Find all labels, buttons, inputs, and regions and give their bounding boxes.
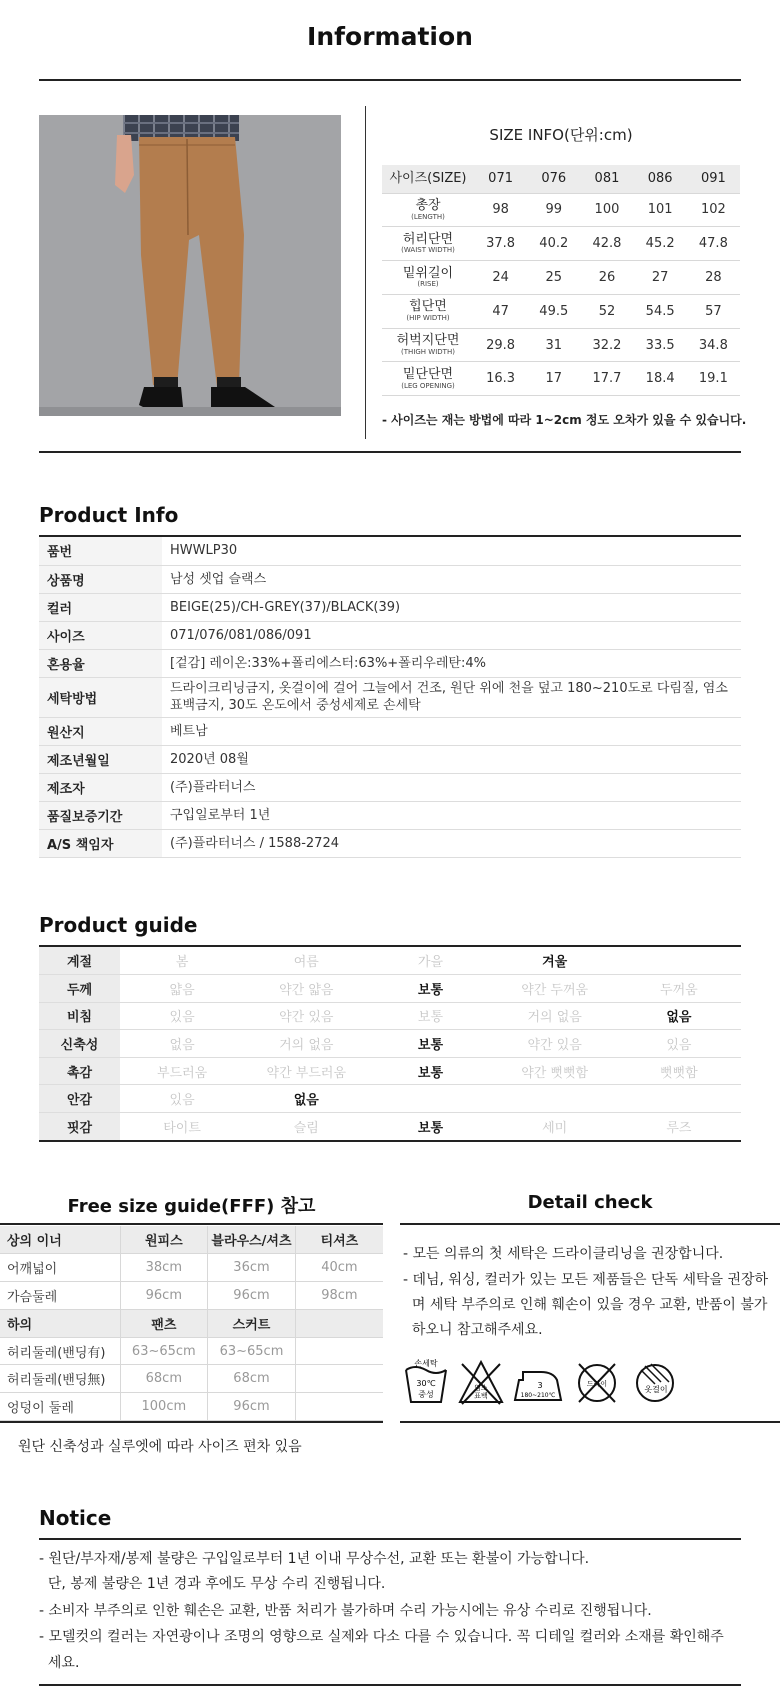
- notice-line: - 모델컷의 컬러는 자연광이나 조명의 영향으로 실제와 다소 다를 수 있습니다. 꼭 디테일 컬러와 소재를 확인해주: [39, 1629, 724, 1645]
- size-row: [382, 294, 740, 328]
- svg-text:염소: 염소: [474, 1384, 488, 1392]
- no-bleach-icon: [460, 1362, 502, 1404]
- info-value: 드라이크리닝금지, 옷걸이에 걸어 그늘에서 건조, 원단 위에 천을 덮고 180~210도로 다림질, 염소 표백금지, 30도 온도에서 중성세제로 손세탁: [162, 677, 741, 717]
- hand-wash-detergent: 중성: [418, 1390, 434, 1399]
- guide-key: 안감: [39, 1085, 120, 1113]
- free-size-guide-title: Free size guide(FFF) 참고: [67, 1196, 316, 1217]
- size-row-subname: (WAIST WIDTH): [401, 246, 455, 255]
- free-size-cell: 원피스: [120, 1226, 208, 1254]
- free-size-table: [0, 1226, 383, 1421]
- free-size-cell: 티셔츠: [295, 1226, 383, 1254]
- size-row-label: [382, 328, 474, 362]
- free-size-cell: [295, 1337, 383, 1365]
- info-value: 2020년 08월: [162, 745, 741, 773]
- info-key: 제조년월일: [39, 745, 162, 773]
- product-guide-table: [39, 947, 741, 1141]
- iron-level: 3: [537, 1381, 543, 1390]
- guide-option: 거의 없음: [244, 1030, 368, 1058]
- size-cell: 42.8: [580, 227, 633, 261]
- info-row: [39, 565, 741, 593]
- free-size-cell: [295, 1309, 383, 1337]
- detail-line: - 모든 의류의 첫 세탁은 드라이클리닝을 권장합니다.: [403, 1246, 724, 1262]
- free-size-cell: 96cm: [208, 1393, 296, 1421]
- guide-option-selected: 보통: [368, 975, 492, 1003]
- info-row: [39, 537, 741, 565]
- info-key: 세탁방법: [39, 677, 162, 717]
- guide-row: [39, 1057, 741, 1085]
- info-row: [39, 717, 741, 745]
- size-row-label: [382, 362, 474, 396]
- info-row: [39, 621, 741, 649]
- product-photo: [39, 115, 341, 416]
- notice-line: 세요.: [39, 1655, 80, 1671]
- size-cell: 25: [527, 261, 580, 295]
- info-row: [39, 829, 741, 857]
- free-size-cell: 98cm: [295, 1282, 383, 1310]
- free-size-header-row: [0, 1309, 383, 1337]
- no-dry-clean-icon: [579, 1364, 615, 1402]
- free-size-row: [0, 1282, 383, 1310]
- info-key: 상품명: [39, 565, 162, 593]
- size-header-cell: 071: [474, 165, 527, 193]
- vertical-divider: [365, 106, 366, 439]
- free-size-cell: 36cm: [208, 1254, 296, 1282]
- info-value: HWWLP30: [162, 537, 741, 565]
- size-row-subname: (THIGH WIDTH): [401, 347, 455, 356]
- guide-option: 두꺼움: [617, 975, 741, 1003]
- free-size-header-row: [0, 1226, 383, 1254]
- guide-option: [493, 1085, 617, 1113]
- guide-option: 있음: [120, 1002, 244, 1030]
- info-row: [39, 745, 741, 773]
- divider: [39, 1140, 741, 1142]
- size-cell: 19.1: [687, 362, 740, 396]
- free-size-row: [0, 1365, 383, 1393]
- size-cell: 17: [527, 362, 580, 396]
- notice-line: 단, 봉제 불량은 1년 경과 후에도 무상 수리 진행됩니다.: [39, 1576, 386, 1592]
- guide-option: 약간 있음: [493, 1030, 617, 1058]
- info-key: 품질보증기간: [39, 801, 162, 829]
- size-header-label: 사이즈(SIZE): [382, 165, 474, 193]
- size-row-name: 힙단면: [409, 299, 447, 315]
- free-size-cell: [295, 1365, 383, 1393]
- free-size-cell: 40cm: [295, 1254, 383, 1282]
- info-key: 원산지: [39, 717, 162, 745]
- guide-option: 얇음: [120, 975, 244, 1003]
- free-size-cell: [295, 1393, 383, 1421]
- divider: [39, 1538, 741, 1540]
- size-cell: 27: [634, 261, 687, 295]
- size-row-label: [382, 261, 474, 295]
- size-cell: 45.2: [634, 227, 687, 261]
- guide-option: 가을: [368, 947, 492, 975]
- size-cell: 37.8: [474, 227, 527, 261]
- size-cell: 52: [580, 294, 633, 328]
- guide-row: [39, 1002, 741, 1030]
- iron-icon: [515, 1372, 561, 1400]
- free-size-row: [0, 1337, 383, 1365]
- free-size-cell: 허리둘레(밴딩有): [0, 1337, 120, 1365]
- iron-temp: 180~210℃: [520, 1392, 556, 1399]
- detail-line: 며 세탁 부주의로 인해 훼손이 있을 경우 교환, 반품이 불가: [403, 1297, 768, 1313]
- guide-option: [617, 947, 741, 975]
- guide-key: 비침: [39, 1002, 120, 1030]
- info-key: 혼용율: [39, 649, 162, 677]
- guide-key: 두께: [39, 975, 120, 1003]
- size-row-label: [382, 193, 474, 227]
- guide-key: 계절: [39, 947, 120, 975]
- size-row: [382, 193, 740, 227]
- guide-option-selected: 없음: [617, 1002, 741, 1030]
- size-cell: 28: [687, 261, 740, 295]
- size-cell: 101: [634, 193, 687, 227]
- info-value: (주)플라터너스: [162, 773, 741, 801]
- free-size-cell: 상의 이너: [0, 1226, 120, 1254]
- guide-key: 촉감: [39, 1057, 120, 1085]
- size-cell: 98: [474, 193, 527, 227]
- size-row-name: 밑단단면: [402, 366, 454, 382]
- size-cell: 16.3: [474, 362, 527, 396]
- size-header-cell: 091: [687, 165, 740, 193]
- guide-option: 약간 부드러움: [244, 1057, 368, 1085]
- size-note: - 사이즈는 재는 방법에 따라 1~2cm 정도 오차가 있을 수 있습니다.: [382, 413, 747, 427]
- size-row-subname: (LENGTH): [411, 212, 445, 221]
- size-info-title: SIZE INFO(단위:cm): [489, 126, 633, 144]
- info-key: A/S 책임자: [39, 829, 162, 857]
- size-table: [382, 165, 740, 396]
- detail-check-title: Detail check: [527, 1192, 653, 1213]
- free-size-cell: 스커트: [208, 1309, 296, 1337]
- product-guide-title: Product guide: [39, 913, 198, 937]
- size-cell: 18.4: [634, 362, 687, 396]
- size-cell: 40.2: [527, 227, 580, 261]
- guide-row: [39, 1030, 741, 1058]
- product-info-title: Product Info: [39, 503, 179, 527]
- info-value: BEIGE(25)/CH-GREY(37)/BLACK(39): [162, 593, 741, 621]
- free-size-note: 원단 신축성과 실루엣에 따라 사이즈 편차 있음: [18, 1439, 302, 1455]
- free-size-cell: 가슴둘레: [0, 1282, 120, 1310]
- size-cell: 100: [580, 193, 633, 227]
- size-row: [382, 328, 740, 362]
- guide-option: 여름: [244, 947, 368, 975]
- info-value: [겉감] 레이온:33%+폴리에스터:63%+폴리우레탄:4%: [162, 649, 741, 677]
- size-header-cell: 086: [634, 165, 687, 193]
- size-header-cell: 076: [527, 165, 580, 193]
- hand-wash-icon: [406, 1358, 446, 1402]
- info-key: 품번: [39, 537, 162, 565]
- free-size-row: [0, 1393, 383, 1421]
- size-row-label: [382, 227, 474, 261]
- size-cell: 99: [527, 193, 580, 227]
- free-size-cell: 96cm: [208, 1282, 296, 1310]
- guide-row: [39, 947, 741, 975]
- free-size-row: [0, 1254, 383, 1282]
- guide-option: 약간 있음: [244, 1002, 368, 1030]
- guide-option: 거의 없음: [493, 1002, 617, 1030]
- free-size-cell: 엉덩이 둘레: [0, 1393, 120, 1421]
- guide-option: 부드러움: [120, 1057, 244, 1085]
- info-key: 사이즈: [39, 621, 162, 649]
- hang-dry-label: 옷걸이: [644, 1385, 668, 1394]
- free-size-cell: 팬츠: [120, 1309, 208, 1337]
- divider: [0, 1421, 383, 1423]
- size-row-name: 허벅지단면: [396, 333, 460, 349]
- dry-clean-label: 드라이: [586, 1380, 608, 1388]
- size-row: [382, 261, 740, 295]
- size-cell: 33.5: [634, 328, 687, 362]
- guide-option: 타이트: [120, 1113, 244, 1141]
- info-row: [39, 593, 741, 621]
- guide-option-selected: 겨울: [493, 947, 617, 975]
- guide-option: 약간 두꺼움: [493, 975, 617, 1003]
- guide-option: 있음: [617, 1030, 741, 1058]
- information-title: Information: [307, 22, 473, 51]
- size-cell: 54.5: [634, 294, 687, 328]
- guide-option-selected: 보통: [368, 1030, 492, 1058]
- notice-line: - 소비자 부주의로 인한 훼손은 교환, 반품 처리가 불가하며 수리 가능시에는 유상 수리로 진행됩니다.: [39, 1603, 652, 1619]
- guide-option: 루즈: [617, 1113, 741, 1141]
- guide-option-selected: 보통: [368, 1113, 492, 1141]
- info-value: (주)플라터너스 / 1588-2724: [162, 829, 741, 857]
- guide-key: 핏감: [39, 1113, 120, 1141]
- size-row: [382, 227, 740, 261]
- guide-option: 봄: [120, 947, 244, 975]
- guide-row: [39, 975, 741, 1003]
- hand-wash-temp: 30℃: [416, 1379, 436, 1388]
- info-row: [39, 649, 741, 677]
- guide-option: 보통: [368, 1002, 492, 1030]
- size-cell: 32.2: [580, 328, 633, 362]
- size-cell: 102: [687, 193, 740, 227]
- guide-row: [39, 1113, 741, 1141]
- size-row: [382, 362, 740, 396]
- size-row-name: 밑위길이: [402, 265, 454, 281]
- divider: [400, 1421, 780, 1423]
- guide-row: [39, 1085, 741, 1113]
- guide-option: 슬림: [244, 1113, 368, 1141]
- size-cell: 49.5: [527, 294, 580, 328]
- free-size-cell: 블라우스/셔츠: [208, 1226, 296, 1254]
- divider: [39, 79, 741, 81]
- guide-option: 뻣뻣함: [617, 1057, 741, 1085]
- free-size-cell: 허리둘레(밴딩無): [0, 1365, 120, 1393]
- info-row: [39, 773, 741, 801]
- guide-option: 없음: [120, 1030, 244, 1058]
- divider: [39, 1684, 741, 1686]
- info-key: 컬러: [39, 593, 162, 621]
- guide-option: 약간 뻣뻣함: [493, 1057, 617, 1085]
- info-key: 제조자: [39, 773, 162, 801]
- info-row: [39, 801, 741, 829]
- size-row-name: 허리단면: [402, 231, 454, 247]
- info-value: 남성 셋업 슬랙스: [162, 565, 741, 593]
- guide-option: [617, 1085, 741, 1113]
- free-size-cell: 어깨넓이: [0, 1254, 120, 1282]
- size-table-header: [382, 165, 740, 193]
- guide-option-selected: 없음: [244, 1085, 368, 1113]
- guide-option: [368, 1085, 492, 1113]
- free-size-cell: 68cm: [120, 1365, 208, 1393]
- guide-option: 세미: [493, 1113, 617, 1141]
- size-cell: 29.8: [474, 328, 527, 362]
- size-cell: 24: [474, 261, 527, 295]
- divider: [400, 1223, 780, 1225]
- size-cell: 34.8: [687, 328, 740, 362]
- size-row-subname: (LEG OPENING): [401, 381, 455, 390]
- size-cell: 47: [474, 294, 527, 328]
- size-row-subname: (HIP WIDTH): [406, 313, 450, 322]
- size-cell: 26: [580, 261, 633, 295]
- info-value: 구입일로부터 1년: [162, 801, 741, 829]
- free-size-cell: 하의: [0, 1309, 120, 1337]
- guide-key: 신축성: [39, 1030, 120, 1058]
- size-cell: 47.8: [687, 227, 740, 261]
- size-cell: 17.7: [580, 362, 633, 396]
- hang-dry-icon: [637, 1364, 673, 1401]
- size-cell: 57: [687, 294, 740, 328]
- product-info-table: [39, 537, 741, 858]
- divider: [39, 451, 741, 453]
- detail-line: 하오니 참고해주세요.: [403, 1322, 543, 1338]
- info-row: [39, 677, 741, 717]
- free-size-cell: 63~65cm: [120, 1337, 208, 1365]
- notice-line: - 원단/부자재/봉제 불량은 구입일로부터 1년 이내 무상수선, 교환 또는 환불이 가능합니다.: [39, 1551, 590, 1567]
- guide-option-selected: 보통: [368, 1057, 492, 1085]
- hand-wash-label: 손세탁: [414, 1359, 438, 1368]
- free-size-cell: 100cm: [120, 1393, 208, 1421]
- info-value: 071/076/081/086/091: [162, 621, 741, 649]
- size-row-name: 총장: [415, 197, 441, 213]
- detail-line: - 데님, 워싱, 컬러가 있는 모든 제품들은 단독 세탁을 권장하: [403, 1272, 769, 1288]
- guide-option: 약간 얇음: [244, 975, 368, 1003]
- free-size-cell: 96cm: [120, 1282, 208, 1310]
- divider: [0, 1223, 383, 1225]
- care-icons: [403, 1358, 733, 1408]
- free-size-cell: 63~65cm: [208, 1337, 296, 1365]
- info-value: 베트남: [162, 717, 741, 745]
- size-row-label: [382, 294, 474, 328]
- free-size-cell: 68cm: [208, 1365, 296, 1393]
- svg-text:표백: 표백: [474, 1392, 488, 1400]
- size-header-cell: 081: [580, 165, 633, 193]
- guide-option: 있음: [120, 1085, 244, 1113]
- size-row-subname: (RISE): [417, 280, 439, 289]
- notice-title: Notice: [39, 1506, 112, 1530]
- size-cell: 31: [527, 328, 580, 362]
- free-size-cell: 38cm: [120, 1254, 208, 1282]
